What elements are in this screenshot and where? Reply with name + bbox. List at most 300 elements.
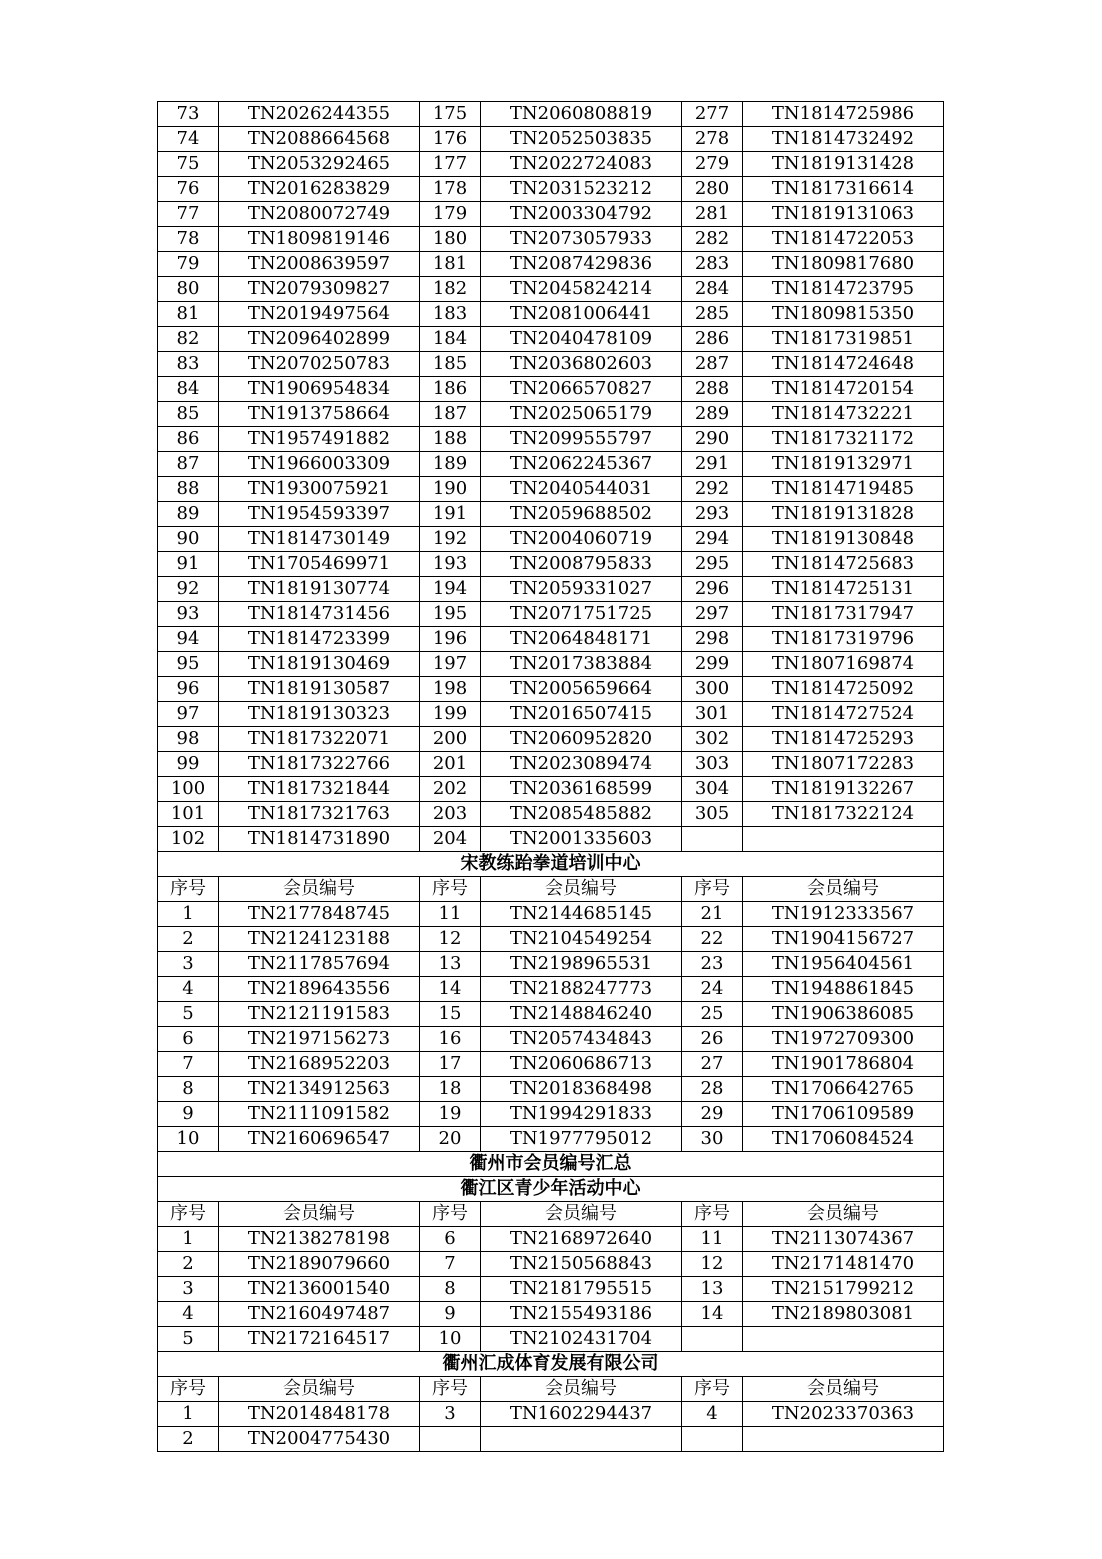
member-id-cell: TN2060808819 (481, 102, 682, 127)
member-id-cell: TN1994291833 (481, 1102, 682, 1127)
serial-number-cell: 186 (420, 377, 481, 402)
member-id-cell: TN2124123188 (219, 927, 420, 952)
serial-number-cell: 30 (682, 1127, 743, 1152)
serial-number-cell: 99 (158, 752, 219, 777)
serial-number-cell: 1 (158, 1402, 219, 1427)
member-id-cell: TN1819131063 (743, 202, 944, 227)
member-id-cell: TN1930075921 (219, 477, 420, 502)
table-row (158, 127, 944, 152)
member-id-cell: TN2198965531 (481, 952, 682, 977)
member-id-cell: TN1912333567 (743, 902, 944, 927)
serial-number-cell: 12 (682, 1252, 743, 1277)
member-id-cell: TN2102431704 (481, 1327, 682, 1352)
table-row (158, 677, 944, 702)
serial-number-cell: 287 (682, 352, 743, 377)
table-row (158, 177, 944, 202)
serial-number-cell: 94 (158, 627, 219, 652)
serial-number-cell: 195 (420, 602, 481, 627)
member-id-cell: TN1814725293 (743, 727, 944, 752)
member-id-cell: TN2073057933 (481, 227, 682, 252)
column-header-row (158, 1377, 944, 1402)
member-id-cell: TN1819131828 (743, 502, 944, 527)
member-id-header: 会员编号 (219, 1377, 420, 1402)
serial-number-cell: 187 (420, 402, 481, 427)
member-id-cell: TN2062245367 (481, 452, 682, 477)
member-id-cell: TN1814723795 (743, 277, 944, 302)
serial-number-cell: 82 (158, 327, 219, 352)
serial-number-cell: 300 (682, 677, 743, 702)
member-id-cell: TN2060952820 (481, 727, 682, 752)
table-row (158, 577, 944, 602)
table-row (158, 1327, 944, 1352)
member-id-cell: TN2168972640 (481, 1227, 682, 1252)
table-row (158, 1227, 944, 1252)
member-id-cell: TN2064848171 (481, 627, 682, 652)
member-id-cell: TN2040478109 (481, 327, 682, 352)
serial-number-cell: 196 (420, 627, 481, 652)
member-id-cell: TN1819130774 (219, 577, 420, 602)
serial-number-cell (420, 1427, 481, 1452)
serial-number-cell: 15 (420, 1002, 481, 1027)
member-id-header: 会员编号 (481, 877, 682, 902)
member-id-cell: TN2117857694 (219, 952, 420, 977)
table-row (158, 452, 944, 477)
member-id-cell: TN2138278198 (219, 1227, 420, 1252)
serial-number-cell: 27 (682, 1052, 743, 1077)
member-id-cell: TN2080072749 (219, 202, 420, 227)
member-id-cell (481, 1427, 682, 1452)
member-id-cell: TN1814727524 (743, 702, 944, 727)
member-id-cell: TN1957491882 (219, 427, 420, 452)
member-id-cell: TN1814720154 (743, 377, 944, 402)
member-id-cell: TN1819130848 (743, 527, 944, 552)
serial-number-cell: 13 (420, 952, 481, 977)
serial-number-cell: 14 (420, 977, 481, 1002)
serial-number-cell: 3 (158, 1277, 219, 1302)
member-id-cell: TN1819132267 (743, 777, 944, 802)
serial-number-cell: 7 (158, 1052, 219, 1077)
member-id-cell: TN1809815350 (743, 302, 944, 327)
serial-number-cell: 100 (158, 777, 219, 802)
member-id-cell: TN2150568843 (481, 1252, 682, 1277)
member-id-cell: TN1913758664 (219, 402, 420, 427)
table-row (158, 752, 944, 777)
table-row (158, 1002, 944, 1027)
serial-number-cell: 78 (158, 227, 219, 252)
member-id-header: 会员编号 (481, 1202, 682, 1227)
member-id-cell: TN2134912563 (219, 1077, 420, 1102)
serial-number-cell: 89 (158, 502, 219, 527)
serial-number-cell: 20 (420, 1127, 481, 1152)
serial-number-cell: 175 (420, 102, 481, 127)
member-id-cell: TN1809819146 (219, 227, 420, 252)
member-id-cell: TN2111091582 (219, 1102, 420, 1127)
member-id-cell: TN2019497564 (219, 302, 420, 327)
serial-number-cell: 26 (682, 1027, 743, 1052)
serial-number-cell: 201 (420, 752, 481, 777)
serial-number-cell: 192 (420, 527, 481, 552)
section-title: 衢州汇成体育发展有限公司 (158, 1352, 944, 1377)
table-row (158, 252, 944, 277)
serial-number-cell: 283 (682, 252, 743, 277)
member-id-header: 会员编号 (743, 1202, 944, 1227)
serial-number-cell: 178 (420, 177, 481, 202)
table-row (158, 652, 944, 677)
serial-number-cell: 77 (158, 202, 219, 227)
table-row (158, 952, 944, 977)
serial-number-cell: 16 (420, 1027, 481, 1052)
serial-number-cell: 297 (682, 602, 743, 627)
member-id-cell: TN2079309827 (219, 277, 420, 302)
member-id-cell: TN2177848745 (219, 902, 420, 927)
serial-number-cell: 303 (682, 752, 743, 777)
member-id-cell: TN2188247773 (481, 977, 682, 1002)
section-title: 衢州市会员编号汇总 (158, 1152, 944, 1177)
serial-number-cell: 184 (420, 327, 481, 352)
member-id-cell: TN1977795012 (481, 1127, 682, 1152)
member-id-cell: TN2059331027 (481, 577, 682, 602)
member-id-cell: TN2014848178 (219, 1402, 420, 1427)
member-id-cell: TN1814731890 (219, 827, 420, 852)
member-id-header: 会员编号 (743, 877, 944, 902)
member-id-cell: TN2022724083 (481, 152, 682, 177)
member-id-table-body (158, 102, 944, 1452)
serial-number-cell: 74 (158, 127, 219, 152)
member-id-cell: TN2008795833 (481, 552, 682, 577)
serial-number-cell: 278 (682, 127, 743, 152)
serial-number-cell: 6 (158, 1027, 219, 1052)
table-row (158, 1302, 944, 1327)
table-row (158, 1052, 944, 1077)
table-row (158, 277, 944, 302)
table-row (158, 327, 944, 352)
member-id-cell: TN1814725986 (743, 102, 944, 127)
table-row (158, 1102, 944, 1127)
member-id-cell: TN2096402899 (219, 327, 420, 352)
table-row (158, 1252, 944, 1277)
member-id-cell: TN1817322766 (219, 752, 420, 777)
table-row (158, 552, 944, 577)
member-id-cell (743, 827, 944, 852)
member-id-cell: TN2057434843 (481, 1027, 682, 1052)
member-id-cell: TN2001335603 (481, 827, 682, 852)
member-id-cell: TN1817322071 (219, 727, 420, 752)
serial-number-cell: 281 (682, 202, 743, 227)
serial-number-cell: 80 (158, 277, 219, 302)
member-id-cell: TN2189803081 (743, 1302, 944, 1327)
member-id-cell (743, 1327, 944, 1352)
serial-number-cell: 292 (682, 477, 743, 502)
serial-number-cell: 301 (682, 702, 743, 727)
member-id-cell: TN2004775430 (219, 1427, 420, 1452)
table-row (158, 702, 944, 727)
member-id-cell: TN2181795515 (481, 1277, 682, 1302)
member-id-cell: TN1814725092 (743, 677, 944, 702)
serial-number-cell: 83 (158, 352, 219, 377)
serial-number-header: 序号 (682, 1377, 743, 1402)
member-id-cell: TN2005659664 (481, 677, 682, 702)
serial-number-cell: 290 (682, 427, 743, 452)
serial-number-cell: 3 (420, 1402, 481, 1427)
member-id-header: 会员编号 (219, 877, 420, 902)
serial-number-cell: 18 (420, 1077, 481, 1102)
serial-number-cell: 289 (682, 402, 743, 427)
member-id-cell: TN1705469971 (219, 552, 420, 577)
member-id-cell: TN1814725131 (743, 577, 944, 602)
member-id-cell: TN1817319851 (743, 327, 944, 352)
member-id-cell: TN2070250783 (219, 352, 420, 377)
member-id-cell: TN1706109589 (743, 1102, 944, 1127)
serial-number-header: 序号 (420, 1202, 481, 1227)
serial-number-cell: 9 (420, 1302, 481, 1327)
serial-number-cell: 8 (420, 1277, 481, 1302)
serial-number-cell: 102 (158, 827, 219, 852)
serial-number-header: 序号 (682, 877, 743, 902)
table-row (158, 302, 944, 327)
serial-number-cell: 93 (158, 602, 219, 627)
member-id-cell: TN1817319796 (743, 627, 944, 652)
serial-number-cell: 5 (158, 1002, 219, 1027)
member-id-cell: TN1817316614 (743, 177, 944, 202)
serial-number-header: 序号 (158, 1202, 219, 1227)
serial-number-cell: 8 (158, 1077, 219, 1102)
serial-number-cell: 194 (420, 577, 481, 602)
table-row (158, 377, 944, 402)
serial-number-cell: 176 (420, 127, 481, 152)
serial-number-cell: 296 (682, 577, 743, 602)
table-row (158, 202, 944, 227)
serial-number-cell: 288 (682, 377, 743, 402)
serial-number-cell: 4 (682, 1402, 743, 1427)
member-id-cell: TN2052503835 (481, 127, 682, 152)
serial-number-cell: 299 (682, 652, 743, 677)
table-row (158, 827, 944, 852)
table-row (158, 1277, 944, 1302)
member-id-cell: TN2189643556 (219, 977, 420, 1002)
serial-number-cell: 9 (158, 1102, 219, 1127)
serial-number-cell: 10 (420, 1327, 481, 1352)
member-id-cell: TN1814730149 (219, 527, 420, 552)
member-id-cell: TN1819132971 (743, 452, 944, 477)
serial-number-cell: 179 (420, 202, 481, 227)
serial-number-cell: 19 (420, 1102, 481, 1127)
serial-number-cell: 282 (682, 227, 743, 252)
serial-number-cell: 95 (158, 652, 219, 677)
serial-number-cell: 85 (158, 402, 219, 427)
serial-number-cell: 279 (682, 152, 743, 177)
table-row (158, 102, 944, 127)
table-row (158, 427, 944, 452)
serial-number-cell: 177 (420, 152, 481, 177)
serial-number-cell: 96 (158, 677, 219, 702)
serial-number-cell: 181 (420, 252, 481, 277)
member-id-cell: TN1817317947 (743, 602, 944, 627)
member-id-cell: TN2085485882 (481, 802, 682, 827)
member-id-cell: TN2066570827 (481, 377, 682, 402)
serial-number-cell: 302 (682, 727, 743, 752)
member-id-cell: TN1814719485 (743, 477, 944, 502)
member-id-cell: TN2008639597 (219, 252, 420, 277)
serial-number-cell: 88 (158, 477, 219, 502)
member-id-cell: TN1807172283 (743, 752, 944, 777)
serial-number-cell: 291 (682, 452, 743, 477)
serial-number-cell: 84 (158, 377, 219, 402)
member-id-cell: TN1906386085 (743, 1002, 944, 1027)
serial-number-cell: 90 (158, 527, 219, 552)
serial-number-cell: 203 (420, 802, 481, 827)
serial-number-cell: 3 (158, 952, 219, 977)
serial-number-cell: 189 (420, 452, 481, 477)
section-title-row (158, 1177, 944, 1202)
serial-number-cell: 190 (420, 477, 481, 502)
member-id-cell: TN2016507415 (481, 702, 682, 727)
member-id-cell: TN2160696547 (219, 1127, 420, 1152)
serial-number-cell: 24 (682, 977, 743, 1002)
serial-number-cell: 10 (158, 1127, 219, 1152)
serial-number-header: 序号 (158, 1377, 219, 1402)
member-id-cell: TN2189079660 (219, 1252, 420, 1277)
member-id-cell: TN1814731456 (219, 602, 420, 627)
serial-number-cell: 22 (682, 927, 743, 952)
member-id-cell: TN1819131428 (743, 152, 944, 177)
member-id-cell: TN2121191583 (219, 1002, 420, 1027)
member-id-cell: TN2023370363 (743, 1402, 944, 1427)
serial-number-cell: 101 (158, 802, 219, 827)
member-id-cell: TN2026244355 (219, 102, 420, 127)
member-id-cell: TN1807169874 (743, 652, 944, 677)
member-id-cell: TN2053292465 (219, 152, 420, 177)
serial-number-cell: 11 (682, 1227, 743, 1252)
serial-number-cell: 2 (158, 1252, 219, 1277)
serial-number-cell: 76 (158, 177, 219, 202)
member-id-cell: TN2036168599 (481, 777, 682, 802)
member-id-cell: TN2003304792 (481, 202, 682, 227)
member-id-cell: TN2018368498 (481, 1077, 682, 1102)
section-title-row (158, 1152, 944, 1177)
member-id-cell: TN2031523212 (481, 177, 682, 202)
serial-number-cell: 1 (158, 1227, 219, 1252)
serial-number-cell: 75 (158, 152, 219, 177)
serial-number-cell: 29 (682, 1102, 743, 1127)
serial-number-cell: 25 (682, 1002, 743, 1027)
table-row (158, 477, 944, 502)
serial-number-header: 序号 (158, 877, 219, 902)
member-id-cell: TN2016283829 (219, 177, 420, 202)
table-row (158, 227, 944, 252)
serial-number-cell: 81 (158, 302, 219, 327)
serial-number-cell: 202 (420, 777, 481, 802)
member-id-cell: TN2059688502 (481, 502, 682, 527)
member-id-cell: TN2081006441 (481, 302, 682, 327)
member-id-cell: TN1906954834 (219, 377, 420, 402)
serial-number-cell: 284 (682, 277, 743, 302)
serial-number-cell (682, 1327, 743, 1352)
member-id-table (157, 101, 944, 1452)
column-header-row (158, 1202, 944, 1227)
serial-number-cell: 182 (420, 277, 481, 302)
member-id-cell: TN2171481470 (743, 1252, 944, 1277)
member-id-cell: TN1817321763 (219, 802, 420, 827)
serial-number-cell: 198 (420, 677, 481, 702)
serial-number-cell: 98 (158, 727, 219, 752)
table-row (158, 927, 944, 952)
serial-number-cell: 14 (682, 1302, 743, 1327)
table-row (158, 1077, 944, 1102)
serial-number-cell: 305 (682, 802, 743, 827)
serial-number-cell: 23 (682, 952, 743, 977)
table-row (158, 727, 944, 752)
member-id-cell: TN2004060719 (481, 527, 682, 552)
serial-number-cell: 285 (682, 302, 743, 327)
member-id-cell: TN1814722053 (743, 227, 944, 252)
member-id-cell: TN1814732221 (743, 402, 944, 427)
serial-number-cell: 79 (158, 252, 219, 277)
table-row (158, 527, 944, 552)
member-id-cell: TN1948861845 (743, 977, 944, 1002)
member-id-cell: TN2160497487 (219, 1302, 420, 1327)
member-id-cell: TN2060686713 (481, 1052, 682, 1077)
member-id-header: 会员编号 (481, 1377, 682, 1402)
serial-number-cell: 97 (158, 702, 219, 727)
table-row (158, 402, 944, 427)
member-id-cell: TN2144685145 (481, 902, 682, 927)
member-id-cell: TN2088664568 (219, 127, 420, 152)
member-id-cell: TN1706084524 (743, 1127, 944, 1152)
serial-number-cell: 193 (420, 552, 481, 577)
table-row (158, 352, 944, 377)
member-id-cell: TN2104549254 (481, 927, 682, 952)
section-title-row (158, 852, 944, 877)
member-id-cell (743, 1427, 944, 1452)
member-id-cell: TN2151799212 (743, 1277, 944, 1302)
section-title-row (158, 1352, 944, 1377)
member-id-cell: TN2087429836 (481, 252, 682, 277)
member-id-cell: TN1966003309 (219, 452, 420, 477)
member-id-cell: TN1817321172 (743, 427, 944, 452)
serial-number-cell: 1 (158, 902, 219, 927)
serial-number-cell: 87 (158, 452, 219, 477)
serial-number-cell: 12 (420, 927, 481, 952)
member-id-cell: TN1901786804 (743, 1052, 944, 1077)
member-id-cell: TN1972709300 (743, 1027, 944, 1052)
member-id-header: 会员编号 (219, 1202, 420, 1227)
serial-number-cell: 73 (158, 102, 219, 127)
member-id-cell: TN1814724648 (743, 352, 944, 377)
table-row (158, 1027, 944, 1052)
member-id-cell: TN1954593397 (219, 502, 420, 527)
member-id-cell: TN2036802603 (481, 352, 682, 377)
member-id-cell: TN1814725683 (743, 552, 944, 577)
serial-number-cell (682, 1427, 743, 1452)
member-id-cell: TN1814732492 (743, 127, 944, 152)
member-id-cell: TN1706642765 (743, 1077, 944, 1102)
member-id-header: 会员编号 (743, 1377, 944, 1402)
serial-number-cell: 197 (420, 652, 481, 677)
member-id-cell: TN1814723399 (219, 627, 420, 652)
serial-number-cell: 180 (420, 227, 481, 252)
member-id-cell: TN2040544031 (481, 477, 682, 502)
table-row (158, 502, 944, 527)
table-row (158, 802, 944, 827)
serial-number-cell: 7 (420, 1252, 481, 1277)
serial-number-header: 序号 (420, 1377, 481, 1402)
serial-number-cell: 191 (420, 502, 481, 527)
member-id-cell: TN2071751725 (481, 602, 682, 627)
member-id-cell: TN2155493186 (481, 1302, 682, 1327)
serial-number-cell: 13 (682, 1277, 743, 1302)
member-id-cell: TN1602294437 (481, 1402, 682, 1427)
serial-number-cell: 92 (158, 577, 219, 602)
